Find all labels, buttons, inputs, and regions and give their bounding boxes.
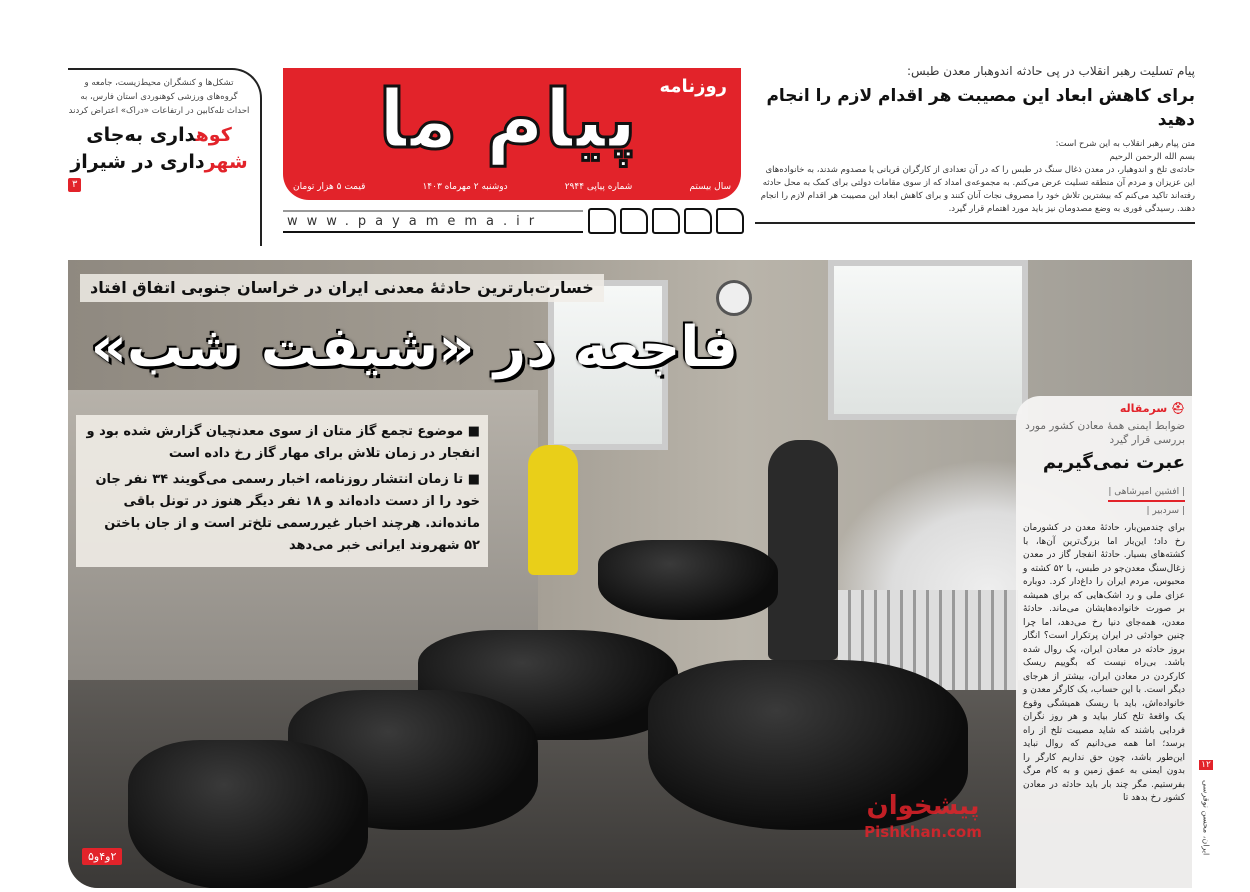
logo-decoration [588,208,744,234]
top-story-body: حادثه‌ی تلخ و اندوهبار، در معدن ذغال سنگ در طبس را که در آن تعدادی از کارگران قربانی یا مصدوم شدند، به خانواده‌های این عزیزان و مردم آن منطقه تسلیت عرض می‌کنم. به مجموعه‌ی امداد که از سوی مقامات دولتی برای کمک به محل حادثه رفته‌اند تاکید می‌کنم که بیشترین تلاش خود را مصروف نجات آنان کنند و برای کاهش ابعاد این مصیبت هر اقدام لازم را انجام دهند. رسیدگی فوری به وضع مصدومان نیز باید مورد اهتمام قرار گیرد. [760,165,1195,214]
main-subheadline: خسارت‌بارترین حادثهٔ معدنی ایران در خراسان جنوبی اتفاق افتاد [80,274,604,302]
side-story[interactable] [68,68,262,246]
masthead-date: دوشنبه ۲ مهرماه ۱۴۰۳ [422,182,508,192]
masthead-year: سال بیستم [689,182,731,192]
editorial-icon: ⛑ [1167,402,1185,415]
bullet-item: ■ تا زمان انتشار روزنامه، اخبار رسمی می‌گویند ۳۴ نفر جان خود را از دست داده‌اند و ۱۸ نفر دیگر هنوز در تونل باقی مانده‌اند. هرچند اخبار غیررسمی تلخ‌تر است و از جان باختن ۵۲ شهروند ایرانی خبر می‌دهد [84,469,480,557]
editorial-label: ⛑ سرمقاله [1119,402,1185,415]
masthead-price: قیمت ۵ هزار تومان [293,182,366,192]
masthead-issue: شماره پیاپی ۲۹۴۴ [564,182,633,192]
side-story-page-badge: ۳ [68,178,81,192]
divider [755,222,1195,224]
photo-worker-dark [768,440,838,660]
photo-window [828,260,1028,420]
website-url[interactable]: www.payamema.ir [283,210,583,233]
editorial-body: برای چندمین‌بار، حادثهٔ معدن در کشورمان رخ داد؛ این‌بار اما بزرگ‌ترین آن‌ها، با کشته‌های بسیار. حادثهٔ انفجار گاز در معدن زغال‌سنگ معدن‌جو در طبس، با ۵۲ کشته و محبوس، مردم ایران را داغ‌دار کرد. دوباره عزای ملی و رد اشک‌هایی که برای همیشه بر صورت خانواده‌هایشان می‌ماند. حادثهٔ معدن، همه‌جای دنیا رخ می‌دهد، اما چرا چنین حوادثی در ایران پرتکرار است؟ انگار بروز حادثه در معادن ایران، یک روال شده باشد. بی‌راه نیست که بگوییم ریسک کارکردن در معادن ایران، بیشتر از هرجای دیگر است. با این حساب، یک کارگر معدن و خانواده‌اش، باید با ریسک همیشگی وقوع یک واقعهٔ تلخ کنار بیاید و هر روز نگران فردایی باشند که شاید مصیبت تلخ از راه برسد؛ اما همه می‌دانیم که روال نباید این‌طور باشد، چون حق نداریم کارگر را بدون ایمنی به عمق زمین و به کام مرگ بفرستیم. مگر چند بار باید حادثه در معادن کشور رخ بدهد تا [1023,523,1185,803]
logo-name: پیام ما [378,73,637,166]
photo-worker-yellow [528,445,578,575]
side-strip [1196,760,1216,890]
top-story-kicker: پیام تسلیت رهبر انقلاب در پی حادثه اندوهبار معدن طبس: [906,64,1195,78]
editorial-headline: عبرت نمی‌گیریم [1042,452,1185,473]
editorial-deck: ضوابط ایمنی همهٔ معادن کشور مورد بررسی قرار گیرد [1025,420,1185,446]
strip-page-number: ۱۲ [1199,760,1213,770]
side-story-headline: کوهداری به‌جای شهرداری در شیراز [70,124,248,173]
top-story-intro: متن پیام رهبر انقلاب به این شرح است: [1055,139,1195,149]
editorial-author: | افشین امیرشاهی | [1108,486,1185,502]
photo-credit: ایران، محسن نوقرسی [1201,780,1211,856]
main-headline[interactable]: فاجعه در «شیفت شب» [90,315,738,380]
main-bullets [76,415,488,567]
editorial-box[interactable] [1016,396,1192,888]
photo-body-bag [598,540,778,620]
top-story [755,64,1195,224]
masthead-info [293,180,731,194]
main-story-pages-badge: ۲و۴و۵ [82,848,122,865]
main-photo [68,260,1192,888]
top-story-bismillah: بسم الله الرحمن الرحیم [1109,152,1195,162]
side-story-lead: تشکل‌ها و کنشگران محیط‌زیست، جامعه و گروه‌های ورزشی کوهنوردی استان فارس، به احداث تله‌کابین در ارتفاعات «دراک» اعتراض کردند [68,78,250,116]
clock-icon [716,280,752,316]
masthead-logo[interactable] [283,68,741,200]
photo-body-bag [128,740,368,888]
editorial-role: | سردبیر | [1146,506,1185,516]
logo-daily-label: روزنامه [659,76,727,97]
watermark: پیشخوان Pishkhan.com [864,791,982,841]
top-story-headline[interactable]: برای کاهش ابعاد این مصیبت هر اقدام لازم را انجام دهید [766,86,1195,130]
bullet-item: ■ موضوع تجمع گاز متان از سوی معدنچیان گزارش شده بود و انفجار در زمان تلاش برای مهار گاز رخ داده است [84,421,480,465]
